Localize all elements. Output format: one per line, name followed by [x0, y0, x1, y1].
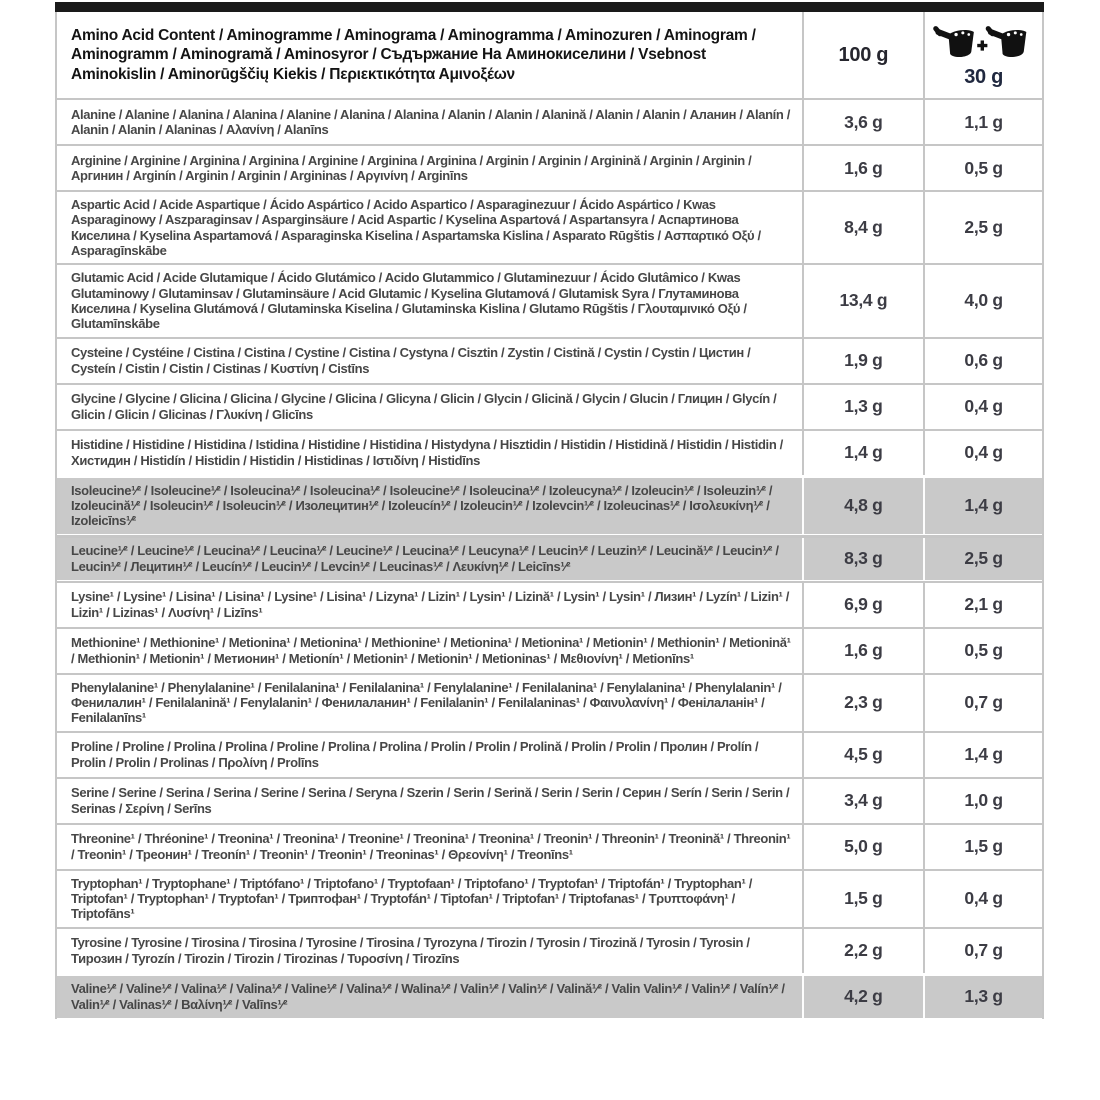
amino-acid-names: Threonine¹ / Thréonine¹ / Treonina¹ / Treonina¹ / Treonine¹ / Treonina¹ / Treonina¹ / Treonin¹ / Threonin¹ / Treonină¹ / Threonin¹ / Treonin¹ / Треонин¹ / Treonín¹ / Treonin¹ / Treonin¹ / Treoninas¹ / Θρεονίνη¹ / Treonīns¹: [71, 831, 791, 862]
value-per-100g: 13,4 g: [802, 265, 924, 336]
amino-acid-row: [57, 144, 1042, 190]
value-per-30g: 0,5 g: [923, 146, 1042, 190]
value-per-100g: 4,8 g: [802, 478, 924, 534]
amino-acid-row: [57, 383, 1042, 429]
amino-acid-row: [57, 581, 1042, 627]
amino-acid-table: [55, 0, 1044, 1019]
value-per-30g: 0,7 g: [923, 675, 1042, 731]
value-per-100g: 1,6 g: [802, 146, 924, 190]
amino-acid-names: Valine¹⁄² / Valine¹⁄² / Valina¹⁄² / Valina¹⁄² / Valine¹⁄² / Valina¹⁄² / Walina¹⁄² / Valin¹⁄² / Valin¹⁄² / Valină¹⁄² / Valin Valin¹⁄² / Valin¹⁄² / Valín¹⁄² / Valin¹⁄² / Valinas¹⁄² / Βαλίνη¹⁄² / Valīns¹⁄²: [71, 981, 785, 1012]
value-per-30g: 0,7 g: [923, 929, 1042, 973]
value-per-30g: 2,1 g: [923, 583, 1042, 627]
amino-acid-names: Phenylalanine¹ / Phenylalanine¹ / Fenilalanina¹ / Fenilalanina¹ / Fenylalanine¹ / Fenilalanina¹ / Fenylalanina¹ / Phenylalanin¹ / Фенилалин¹ / Fenilalanină¹ / Fenylalanin¹ / Фенилаланин¹ / Fenilalanin¹ / Fenilalaninas¹ / Φαινυλανίνη¹ / Фенілаланін¹ / Fenilalanīns¹: [71, 679, 782, 726]
value-per-100g: 2,3 g: [802, 675, 924, 731]
amino-acid-names: Lysine¹ / Lysine¹ / Lisina¹ / Lisina¹ / Lysine¹ / Lisina¹ / Lizyna¹ / Lizin¹ / Lysin¹ / Lizină¹ / Lysin¹ / Lysin¹ / Лизин¹ / Lyzín¹ / Lizin¹ / Lizin¹ / Lizinas¹ / Λυσίνη¹ / Lizīns¹: [71, 589, 790, 620]
value-per-30g: 1,0 g: [923, 779, 1042, 823]
amino-acid-names: Tryptophan¹ / Tryptophane¹ / Triptófano¹ / Triptofano¹ / Tryptofaan¹ / Triptofano¹ / Tryptofan¹ / Triptofán¹ / Tryptophan¹ / Triptofan¹ / Tryptophan¹ / Tryptofan¹ / Триптофан¹ / Tryptofán¹ / Tiptofan¹ / Triptofan¹ / Triptofanas¹ / Τρυπτοφάνη¹ / Triptofāns¹: [71, 875, 752, 922]
amino-acid-names: Proline / Proline / Prolina / Prolina / Proline / Prolina / Prolina / Prolin / Prolin / Prolină / Prolin / Prolin / Пролин / Prolín / Prolin / Prolin / Prolinas / Προλίνη / Prolīns: [71, 739, 759, 770]
amino-acid-row: [57, 337, 1042, 383]
amino-acid-row: [57, 263, 1042, 336]
amino-acid-row: [57, 869, 1042, 927]
amino-table-body: [57, 98, 1042, 1019]
amino-acid-names: Aspartic Acid / Acide Aspartique / Ácido Aspártico / Acido Aspartico / Asparaginezuur / Ácido Aspártico / Kwas Asparaginowy / Aszparaginsav / Asparginsäure / Acid Aspartic / Kyselina Aspartová / Aspartansyra / Аспартинова Киселина / Kyselina Aspartamová / Asparaginska Kiselina / Aspartamska Kislina / Asparato Rūgštis / Ασπαρτικό Οξύ / Asparagīnskābe: [71, 197, 761, 258]
amino-acid-names: Alanine / Alanine / Alanina / Alanina / Alanine / Alanina / Alanina / Alanin / Alanin / Alanină / Alanin / Alanin / Аланин / Alanín / Alanin / Alanin / Alaninas / Αλανίνη / Alanīns: [71, 106, 791, 137]
value-per-100g: 1,6 g: [802, 629, 924, 673]
amino-acid-row: [57, 535, 1042, 581]
amino-acid-row: [57, 98, 1042, 144]
amino-acid-row: [57, 475, 1042, 535]
amino-acid-names: Cysteine / Cystéine / Cistina / Cistina / Cystine / Cistina / Cystyna / Cisztin / Zystin / Cistină / Cystin / Cystin / Цистин / Cysteín / Cistin / Cistin / Cistinas / Κυστίνη / Cistīns: [71, 345, 751, 376]
value-per-100g: 1,3 g: [802, 385, 924, 429]
value-per-100g: 3,4 g: [802, 779, 924, 823]
amino-acid-names: Methionine¹ / Methionine¹ / Metionina¹ / Metionina¹ / Methionine¹ / Metionina¹ / Metionina¹ / Metionin¹ / Methionin¹ / Metionină¹ / Methionin¹ / Metionin¹ / Метионин¹ / Metionín¹ / Metionin¹ / Metionin¹ / Metioninas¹ / Μεθιονίνη¹ / Metionīns¹: [71, 635, 791, 666]
amino-acid-row: [57, 823, 1042, 869]
amino-acid-row: [57, 973, 1042, 1019]
value-per-100g: 3,6 g: [802, 100, 924, 144]
table-header-row: [57, 12, 1042, 98]
column-header-100g: 100 g: [802, 12, 924, 98]
double-scoop-plus-icon: [933, 21, 1035, 65]
value-per-100g: 4,5 g: [802, 733, 924, 777]
amino-acid-row: [57, 927, 1042, 973]
amino-acid-row: [57, 777, 1042, 823]
value-per-30g: 1,3 g: [923, 976, 1042, 1018]
amino-acid-row: [57, 673, 1042, 731]
value-per-30g: 0,5 g: [923, 629, 1042, 673]
value-per-30g: 0,6 g: [923, 339, 1042, 383]
value-per-30g: 1,1 g: [923, 100, 1042, 144]
table-top-bar: [55, 2, 1044, 12]
column-header-30g: [923, 12, 1042, 98]
table-grid: [55, 12, 1044, 1019]
amino-acid-row: [57, 731, 1042, 777]
amino-acid-names: Glycine / Glycine / Glicina / Glicina / Glycine / Glicina / Glicyna / Glicin / Glycin / Glicină / Glycin / Glucin / Глицин / Glycín / Glicin / Glicin / Glicinas / Γλυκίνη / Glicīns: [71, 391, 777, 422]
value-per-100g: 6,9 g: [802, 583, 924, 627]
value-per-30g: 4,0 g: [923, 265, 1042, 336]
value-per-30g: 0,4 g: [923, 871, 1042, 927]
value-per-100g: 1,9 g: [802, 339, 924, 383]
amino-acid-names: Tyrosine / Tyrosine / Tirosina / Tirosina / Tyrosine / Tirosina / Tyrozyna / Tirozin / Tyrosin / Tirozină / Tyrosin / Tyrosin / Тирозин / Tyrozín / Tirozin / Tirozin / Tirozinas / Τυροσίνη / Tirozīns: [71, 935, 750, 966]
value-per-100g: 2,2 g: [802, 929, 924, 973]
column-header-30g-label: 30 g: [964, 66, 1004, 88]
value-per-30g: 1,5 g: [923, 825, 1042, 869]
value-per-100g: 8,4 g: [802, 192, 924, 263]
value-per-30g: 0,4 g: [923, 431, 1042, 475]
amino-acid-row: [57, 429, 1042, 475]
amino-acid-names: Serine / Serine / Serina / Serina / Serine / Serina / Seryna / Szerin / Serin / Serină / Serin / Serin / Серин / Serín / Serin / Serin / Serinas / Σερίνη / Serīns: [71, 785, 790, 816]
amino-acid-names: Histidine / Histidine / Histidina / Istidina / Histidine / Histidina / Histydyna / Hisztidin / Histidin / Histidină / Histidin / Histidin / Хистидин / Histidín / Histidin / Histidin / Histidinas / Ιστιδίνη / Histidīns: [71, 437, 783, 468]
value-per-100g: 4,2 g: [802, 976, 924, 1018]
value-per-30g: 1,4 g: [923, 733, 1042, 777]
value-per-30g: 2,5 g: [923, 192, 1042, 263]
amino-acid-names: Isoleucine¹⁄² / Isoleucine¹⁄² / Isoleucina¹⁄² / Isoleucina¹⁄² / Isoleucine¹⁄² / Isoleucina¹⁄² / Izoleucyna¹⁄² / Izoleucin¹⁄² / Isoleuzin¹⁄² / Izoleucină¹⁄² / Isoleucin¹⁄² / Isoleucin¹⁄² / Изолецитин¹⁄² / Izoleucín¹⁄² / Izoleucin¹⁄² / Izolevcin¹⁄² / Izoleucinas¹⁄² / Ισολευκίνη¹⁄² / Izoleicīns¹⁄²: [71, 482, 773, 529]
value-per-30g: 0,4 g: [923, 385, 1042, 429]
amino-acid-names: Glutamic Acid / Acide Glutamique / Ácido Glutámico / Acido Glutammico / Glutaminezuur / Ácido Glutâmico / Kwas Glutaminowy / Glutaminsav / Glutaminsäure / Acid Glutamic / Kyselina Glutamová / Glutamisk Syra / Глутаминова Киселина / Kyselina Glutámová / Glutaminska Kiselina / Glutaminska Kislina / Glutamo Rūgštis / Γλουταμινικό Οξύ / Glutamīnskābe: [71, 270, 747, 332]
value-per-100g: 5,0 g: [802, 825, 924, 869]
amino-acid-row: [57, 627, 1042, 673]
amino-acid-names: Leucine¹⁄² / Leucine¹⁄² / Leucina¹⁄² / Leucina¹⁄² / Leucine¹⁄² / Leucina¹⁄² / Leucyna¹⁄² / Leucin¹⁄² / Leuzin¹⁄² / Leucină¹⁄² / Leucin¹⁄² / Leucin¹⁄² / Лецитин¹⁄² / Leucín¹⁄² / Leucin¹⁄² / Levcin¹⁄² / Leucinas¹⁄² / Λευκίνη¹⁄² / Leicīns¹⁄²: [71, 543, 779, 574]
value-per-30g: 2,5 g: [923, 538, 1042, 580]
table-title: Amino Acid Content / Aminogramme / Aminograma / Aminogramma / Aminozuren / Aminogram / Aminogramm / Aminogramă / Aminosyror / Съдържание На Аминокиселини / Vsebnost Aminokislin / Aminorūgščių Kiekis / Περιεκτικότητα Αμινοξέων: [71, 27, 756, 83]
amino-acid-row: [57, 190, 1042, 263]
value-per-100g: 8,3 g: [802, 538, 924, 580]
amino-acid-names: Arginine / Arginine / Arginina / Arginina / Arginine / Arginina / Arginina / Arginin / Arginin / Arginină / Arginin / Arginin / Аргинин / Arginín / Arginin / Arginin / Argininas / Αργινίνη / Arginīns: [71, 152, 752, 183]
value-per-30g: 1,4 g: [923, 478, 1042, 534]
value-per-100g: 1,5 g: [802, 871, 924, 927]
value-per-100g: 1,4 g: [802, 431, 924, 475]
